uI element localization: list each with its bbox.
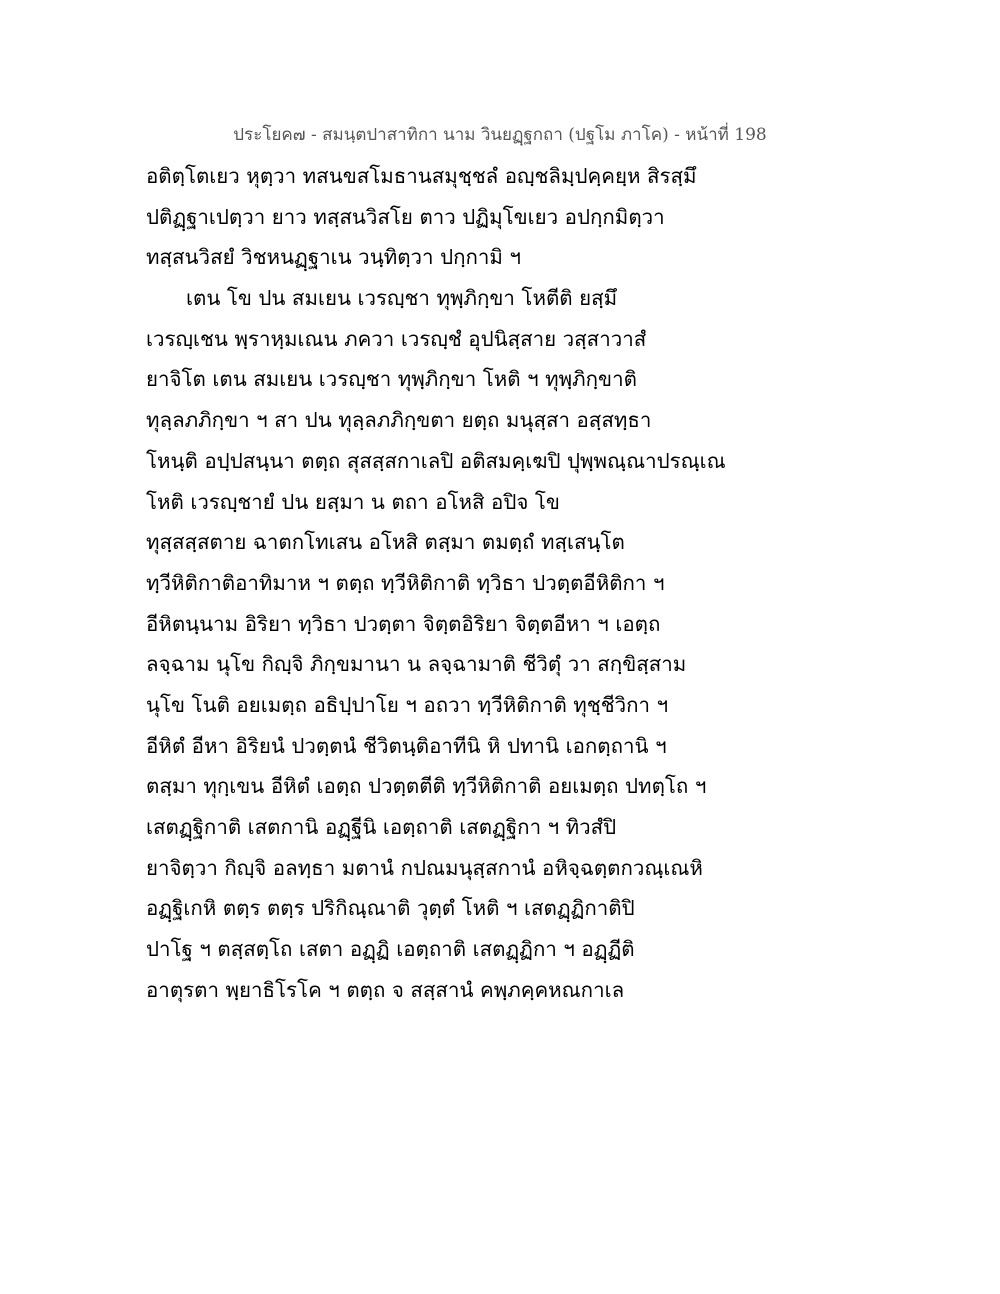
text-line: เสตฏฺฐิกาติ เสตกานิ อฏฺฐีนิ เอตฺถาติ เสตฏฺฐิกา ฯ ทิวสํปิ — [146, 815, 617, 839]
text-line: นุโข โนติ อยเมตฺถ อธิปฺปาโย ฯ อถวา ทฺวีหิติกาติ ทุชฺชีวิกา ฯ — [146, 692, 669, 717]
text-line: ตสฺมา ทุกฺเขน อีหิตํ เอตฺถ ปวตฺตตีติ ทฺวีหิติกาติ อยเมตฺถ ปทตฺโถ ฯ — [146, 774, 707, 799]
text-line: ทุสฺสสฺสตาย ฉาตกโทเสน อโหสิ ตสฺมา ตมตฺถํ ทสฺเสนฺโต — [146, 530, 625, 555]
text-line: ปาโฐ ฯ ตสฺสตฺโถ เสตา อฏฺฏิ เอตฺถาติ เสตฏฺฏิกา ฯ อฏฺฏีติ — [146, 937, 635, 962]
text-line: เวรญฺเชน พฺราหฺมเณน ภควา เวรญฺชํ อุปนิสฺสาย วสฺสาวาสํ — [146, 326, 647, 351]
text-line: ปติฏฺฐาเปตฺวา ยาว ทสฺสนวิสโย ตาว ปฏิมุโขเยว อปกฺกมิตฺวา — [146, 204, 665, 229]
text-line: ยาจิโต เตน สมเยน เวรญฺชา ทุพฺภิกฺขา โหติ ฯ ทุพฺภิกฺขาติ — [146, 367, 637, 392]
text-line: ทฺวีหิติกาติอาทิมาห ฯ ตตฺถ ทฺวีหิติกาติ ทฺวิธา ปวตฺตอีหิติกา ฯ — [146, 570, 665, 595]
text-line: โหนฺติ อปฺปสนฺนา ตตฺถ สุสสฺสกาเลปิ อติสมคฺเฆปิ ปุพฺพณฺณาปรณฺเณ — [146, 448, 726, 473]
text-line: อาตุรตา พฺยาธิโรโค ฯ ตตฺถ จ สสฺสานํ คพฺภคฺคหณกาเล — [146, 977, 625, 1002]
text-line: อติตฺโตเยว หุตฺวา ทสนขสโมธานสมุชฺชลํ อญฺชลิมฺปคฺคยฺห สิรสฺมึ — [146, 164, 697, 188]
text-line: โหติ เวรญฺชายํ ปน ยสฺมา น ตถา อโหสิ อปิจ โข — [146, 489, 560, 514]
text-line: อฏฺฐิเกหิ ตตฺร ตตฺร ปริกิณฺณาติ วุตฺตํ โหติ ฯ เสตฏฺฏิกาติปิ — [146, 896, 635, 921]
text-line-paragraph-start: เตน โข ปน สมเยน เวรญฺชา ทุพฺภิกฺขา โหตีติ ยสฺมึ — [186, 286, 618, 311]
text-line: อีหิตํ อีหา อิริยนํ ปวตฺตนํ ชีวิตนฺติอาทีนิ หิ ปทานิ เอกตฺถานิ ฯ — [146, 733, 667, 758]
text-line: อีหิตนฺนาม อิริยา ทฺวิธา ปวตฺตา จิตฺตอิริยา จิตฺตอีหา ฯ เอตฺถ — [146, 611, 661, 636]
text-line: ลจฺฉาม นุโข กิญฺจิ ภิกฺขมานา น ลจฺฉามาติ ชีวิตุํ วา สกฺขิสฺสาม — [146, 652, 687, 677]
text-line: ยาจิตฺวา กิญฺจิ อลทฺธา มตานํ กปณมนุสฺสกานํ อหิจฺฉตฺตกวณฺเณหิ — [146, 855, 703, 880]
body-text — [146, 156, 846, 1010]
text-line: ทสฺสนวิสยํ วิชหนฏฺฐาเน วนฺทิตฺวา ปกฺกามิ ฯ — [146, 245, 521, 270]
running-header: ประโยค๗ - สมนฺตปาสาทิกา นาม วินยฏฺฐกถา (ปฐโม ภาโค) - หน้าที่ 198 — [233, 125, 767, 145]
text-line: ทุลฺลภภิกฺขา ฯ สา ปน ทุลฺลภภิกฺขตา ยตฺถ มนุสฺสา อสฺสทฺธา — [146, 408, 652, 433]
